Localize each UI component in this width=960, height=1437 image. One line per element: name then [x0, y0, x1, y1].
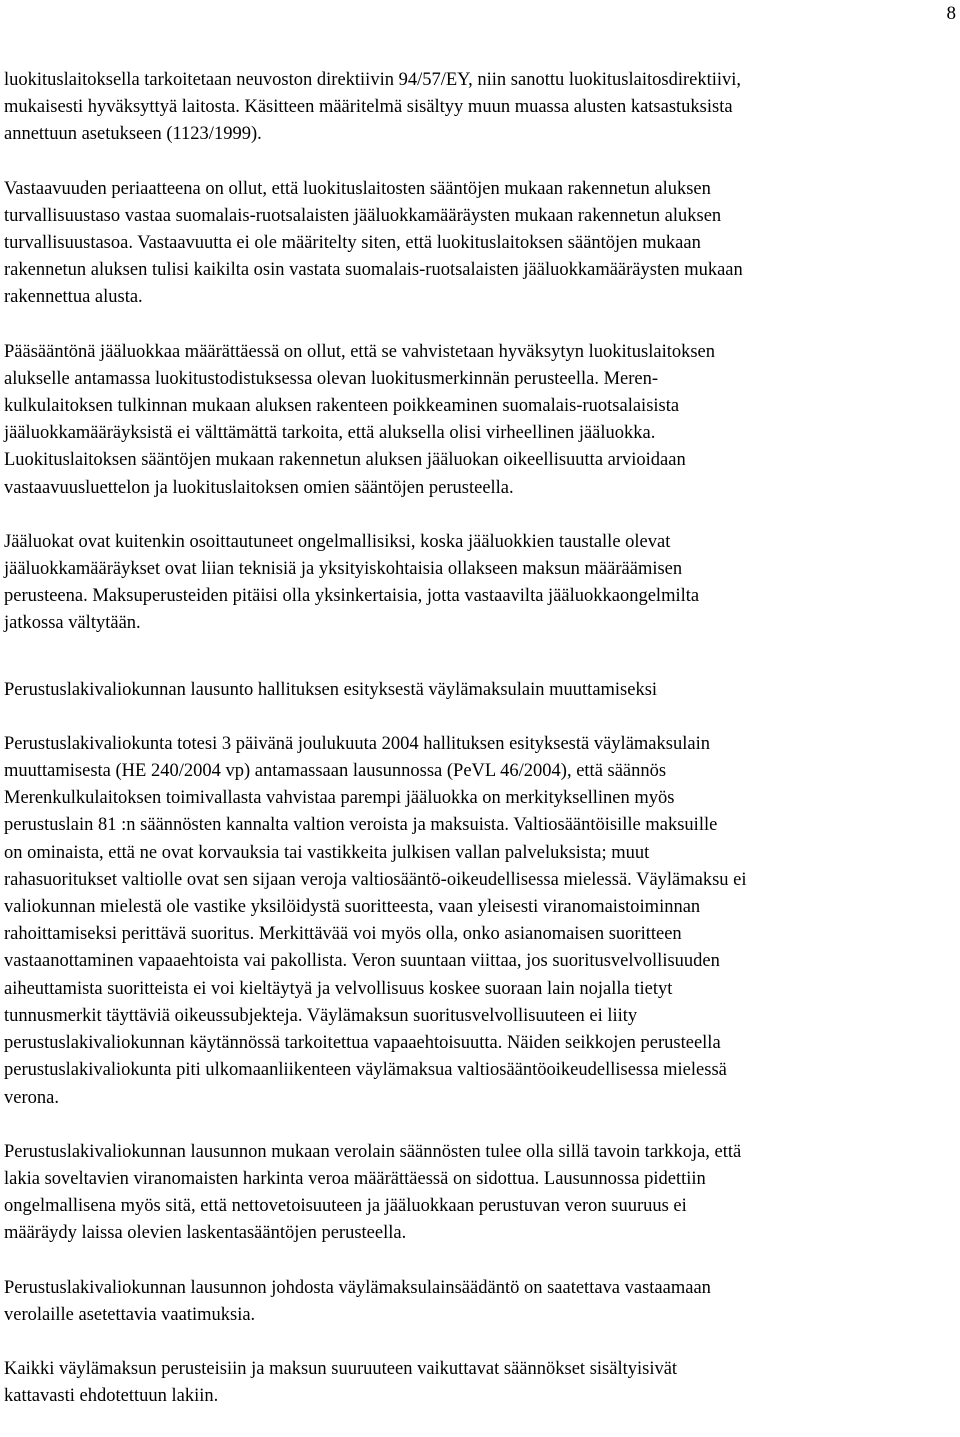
paragraph-line: Merenkulkulaitoksen toimivallasta vahvistaa parempi jääluokka on merkityksellinen myös [4, 788, 675, 809]
paragraph-line: Perustuslakivaliokunnan lausunnon mukaan verolain säännösten tulee olla sillä tavoin tarkkoja, että [4, 1141, 742, 1162]
paragraph-line: vastaavuusluettelon ja luokituslaitoksen omien sääntöjen perusteella. [4, 477, 514, 498]
paragraph [4, 529, 956, 638]
paragraph-line: mukaisesti hyväksyttyä laitosta. Käsitteen määritelmä sisältyy muun muassa alusten katsastuksista [4, 97, 733, 118]
paragraph-line: Vastaavuuden periaatteena on ollut, että luokituslaitosten sääntöjen mukaan rakennetun aluksen [4, 178, 711, 199]
paragraph [4, 731, 956, 1112]
paragraph-line: kulkulaitoksen tulkinnan mukaan aluksen rakenteen poikkeaminen suomalais-ruotsalaisista [4, 396, 680, 417]
heading-line: Perustuslakivaliokunnan lausunto hallituksen esityksestä väylämaksulain muuttamiseksi [4, 679, 658, 700]
paragraph-line: lakia soveltavien viranomaisten harkinta veroa määrättäessä on sidottua. Lausunnossa pidettiin [4, 1168, 706, 1189]
paragraph-line: verolaille asetettavia vaatimuksia. [4, 1304, 256, 1325]
paragraph-line: jääluokkamääräyksistä ei välttämättä tarkoita, että aluksella olisi virheellinen jääluokka. [4, 423, 656, 444]
document-body [4, 67, 956, 1437]
paragraph-line: verona. [4, 1087, 59, 1108]
paragraph-line: luokituslaitoksella tarkoitetaan neuvoston direktiivin 94/57/EY, niin sanottu luokituslaitosdirektiivi, [4, 70, 742, 90]
paragraph-line: kattavasti ehdotettuun lakiin. [4, 1386, 219, 1407]
paragraph-line: annettuun asetukseen (1123/1999). [4, 124, 262, 145]
paragraph [4, 1139, 956, 1248]
paragraph-line: turvallisuustaso vastaa suomalais-ruotsalaisten jääluokkamääräysten mukaan rakennetun aluksen [4, 205, 722, 226]
page-number: 8 [946, 3, 956, 24]
paragraph-line: määräydy laissa olevien laskentasääntöjen perusteella. [4, 1223, 407, 1244]
paragraph-line: valiokunnan mielestä ole vastike yksilöidystä suoritteesta, vaan yleisesti viranomaistoiminnan [4, 897, 701, 918]
paragraph-line: rahasuoritukset valtiolle ovat sen sijaan veroja valtiosääntö-oikeudellisessa mielessä. Väylämaksu ei [4, 869, 747, 890]
paragraph-line: alukselle antamassa luokitustodistuksessa olevan luokitusmerkinnän perusteella. Meren- [4, 368, 659, 389]
paragraph-line: rakennettua alusta. [4, 287, 143, 308]
paragraph-line: jatkossa vältytään. [4, 613, 141, 634]
section-heading [4, 677, 956, 704]
paragraph-line: Luokituslaitoksen sääntöjen mukaan rakennetun aluksen jääluokan oikeellisuutta arvioidaan [4, 450, 686, 471]
paragraph-line: tunnusmerkit täyttäviä oikeussubjekteja. Väylämaksun suoritusvelvollisuuteen ei liity [4, 1005, 638, 1026]
paragraph-line: perusteena. Maksuperusteiden pitäisi olla yksinkertaisia, jotta vastaavilta jääluokkaongelmilta [4, 586, 700, 607]
paragraph-line: Perustuslakivaliokunnan lausunnon johdosta väylämaksulainsäädäntö on saatettava vastaamaan [4, 1277, 711, 1298]
paragraph-line: perustuslain 81 :n säännösten kannalta valtion veroista ja maksuista. Valtiosääntöisille maksuille [4, 815, 718, 836]
paragraph-line: aiheuttamista suoritteista ei voi kieltäytyä ja velvollisuus koskee suoraan lain nojalla tietyt [4, 978, 673, 999]
paragraph-line: perustuslakivaliokunnan käytännössä tarkoitettua vapaaehtoisuutta. Näiden seikkojen perusteella [4, 1033, 721, 1054]
paragraph-line: vastaanottaminen vapaaehtoista vai pakollista. Veron suuntaan viittaa, jos suoritusvelvollisuuden [4, 951, 720, 972]
paragraph [4, 67, 956, 149]
paragraph-line: rakennetun aluksen tulisi kaikilta osin vastata suomalais-ruotsalaisten jääluokkamääräysten mukaan [4, 260, 743, 281]
paragraph [4, 339, 956, 502]
paragraph [4, 1356, 956, 1410]
paragraph-line: perustuslakivaliokunta piti ulkomaanliikenteen väylämaksua valtiosääntöoikeudellisessa mielessä [4, 1060, 727, 1081]
paragraph-line: Perustuslakivaliokunta totesi 3 päivänä joulukuuta 2004 hallituksen esityksestä väylämaksulain [4, 733, 710, 754]
paragraph-line: jääluokkamääräykset ovat liian teknisiä ja yksityiskohtaisia ollakseen maksun määräämisen [4, 559, 683, 580]
paragraph [4, 176, 956, 312]
paragraph-line: on ominaista, että ne ovat korvauksia tai vastikkeita julkisen vallan palveluksista; muut [4, 842, 650, 863]
paragraph-line: ongelmallisena myös sitä, että nettovetoisuuteen ja jääluokkaan perustuvan veron suuruus ei [4, 1196, 687, 1217]
paragraph-line: Jääluokat ovat kuitenkin osoittautuneet ongelmallisiksi, koska jääluokkien taustalle olevat [4, 531, 671, 552]
paragraph-line: Kaikki väylämaksun perusteisiin ja maksun suuruuteen vaikuttavat säännökset sisältyisivät [4, 1358, 678, 1379]
paragraph-line: turvallisuustasoa. Vastaavuutta ei ole määritelty siten, että luokituslaitoksen sääntöjen mukaan [4, 233, 701, 254]
paragraph [4, 1275, 956, 1329]
paragraph-line: Pääsääntönä jääluokkaa määrättäessä on ollut, että se vahvistetaan hyväksytyn luokituslaitoksen [4, 341, 716, 362]
paragraph-line: rahoittamiseksi perittävä suoritus. Merkittävää voi myös olla, onko asianomaisen suoritteen [4, 924, 682, 945]
paragraph-line: muuttamisesta (HE 240/2004 vp) antamassaan lausunnossa (PeVL 46/2004), että säännös [4, 761, 667, 782]
